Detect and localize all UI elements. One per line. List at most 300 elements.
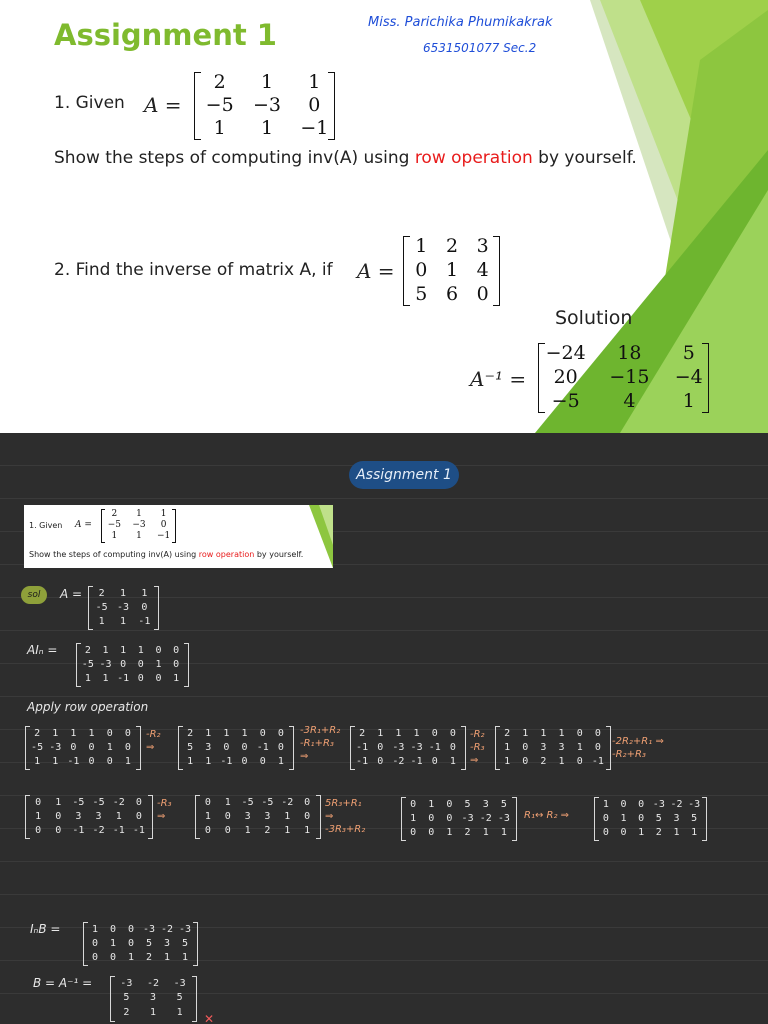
row-operation-line: -2R₂+R₁ ⇒	[612, 736, 664, 747]
step-7-matrix	[404, 797, 513, 839]
matrix-cell: 1	[241, 727, 248, 739]
matrix-cell: 1	[504, 755, 511, 767]
matrix-cell: 0	[109, 951, 117, 963]
matrix-cell: 5	[500, 798, 507, 810]
matrix-cell: -1	[112, 824, 125, 836]
matrix-cell: −3	[252, 93, 281, 116]
matrix-cell: 1	[137, 644, 144, 656]
matrix-cell: 0	[224, 824, 231, 836]
matrix-cell: 0	[35, 796, 42, 808]
matrix-cell: -3	[99, 658, 112, 670]
matrix-cell: 0	[241, 741, 248, 753]
matrix-cell: 4	[623, 390, 636, 412]
step-1-matrix-right-bracket	[136, 726, 141, 770]
matrix-cell: 0	[204, 796, 211, 808]
matrix-cell: -3	[178, 923, 192, 935]
matrix-cell: -1	[72, 824, 85, 836]
step-7-matrix-right-bracket	[512, 797, 517, 841]
matrix-cell: -1	[256, 741, 269, 753]
matrix-cell: -3	[116, 601, 130, 613]
solution-lhs: A⁻¹ =	[470, 367, 527, 391]
inb-matrix-right-bracket	[193, 922, 198, 966]
matrix-cell: 1	[213, 117, 226, 140]
matrix-cell: 0	[127, 923, 135, 935]
slide-title: Assignment 1	[54, 18, 277, 52]
q1-right-bracket	[328, 72, 335, 140]
step-3-matrix	[353, 726, 462, 768]
matrix-cell: 1	[277, 755, 284, 767]
matrix-cell: 0	[91, 937, 99, 949]
matrix-cell: -3	[120, 977, 133, 989]
matrix-cell: 5	[655, 812, 662, 824]
matrix-cell: 1	[558, 727, 565, 739]
matrix-cell: 0	[620, 826, 627, 838]
matrix-cell: 1	[304, 824, 311, 836]
matrix-cell: 1	[109, 937, 117, 949]
matrix-cell: 1	[160, 508, 167, 519]
matrix-cell: 0	[308, 93, 321, 116]
matrix-cell: 1	[540, 727, 547, 739]
a-matrix-right-bracket	[154, 586, 159, 630]
matrix-cell: 5	[145, 937, 153, 949]
matrix-cell: 5	[682, 342, 695, 364]
matrix-cell: 2	[655, 826, 662, 838]
inb-label: IₙB =	[30, 922, 61, 936]
row-operation-line: ⇒	[470, 755, 479, 766]
inb-matrix	[86, 922, 194, 964]
matrix-cell: 0	[415, 259, 428, 281]
mini-matrix	[102, 508, 176, 542]
matrix-cell: -3	[49, 741, 62, 753]
matrix-cell: 1	[34, 755, 41, 767]
matrix-cell: 0	[259, 727, 266, 739]
step-3-matrix-right-bracket	[461, 726, 466, 770]
row-operation-line: 5R₃+R₁	[325, 798, 362, 809]
matrix-cell: 5	[181, 937, 189, 949]
matrix-cell: 0	[135, 810, 142, 822]
matrix-cell: 0	[124, 727, 131, 739]
row-operation-label	[612, 735, 664, 761]
matrix-cell: 1	[106, 741, 113, 753]
matrix-cell: -3	[497, 812, 510, 824]
matrix-cell: 1	[620, 812, 627, 824]
matrix-cell: 2	[464, 826, 471, 838]
matrix-cell: 2	[264, 824, 271, 836]
matrix-cell: 0	[576, 755, 583, 767]
matrix-cell: 0	[638, 798, 645, 810]
q1-matrix	[196, 70, 338, 140]
matrix-cell: 0	[106, 727, 113, 739]
row-operation-label	[146, 728, 161, 754]
matrix-cell: 0	[88, 755, 95, 767]
matrix-cell: 0	[137, 658, 144, 670]
matrix-cell: 0	[428, 826, 435, 838]
matrix-cell: 0	[91, 951, 99, 963]
matrix-cell: 1	[155, 658, 162, 670]
step-2-matrix	[181, 726, 290, 768]
matrix-cell: 1	[52, 755, 59, 767]
pasted-question-image	[24, 505, 333, 568]
a-label: A =	[60, 587, 83, 601]
matrix-cell: 0	[127, 937, 135, 949]
matrix-cell: −1	[300, 117, 329, 140]
matrix-cell: 1	[449, 755, 456, 767]
matrix-cell: 1	[127, 951, 135, 963]
matrix-cell: 1	[504, 741, 511, 753]
row-operation-line: ⇒	[157, 811, 166, 822]
step-4-matrix	[498, 726, 607, 768]
matrix-cell: 1	[102, 644, 109, 656]
matrix-cell: −5	[205, 93, 234, 116]
matrix-cell: 0	[259, 755, 266, 767]
matrix-cell: 1	[576, 741, 583, 753]
mini-prefix: 1. Given	[29, 521, 63, 530]
matrix-cell: 3	[75, 810, 82, 822]
row-operation-line: ⇒	[325, 811, 334, 822]
matrix-cell: 1	[308, 70, 321, 93]
matrix-cell: 1	[88, 727, 95, 739]
row-operation-line: R₁↔ R₂ ⇒	[524, 810, 570, 821]
matrix-cell: 1	[187, 755, 194, 767]
matrix-cell: 1	[176, 1007, 183, 1019]
matrix-cell: 0	[137, 672, 144, 684]
matrix-cell: 0	[223, 741, 230, 753]
matrix-cell: 0	[377, 741, 384, 753]
row-operation-line: ⇒	[300, 751, 309, 762]
matrix-cell: 0	[638, 812, 645, 824]
row-operation-line: -R₃	[470, 742, 485, 753]
matrix-cell: 0	[141, 601, 148, 613]
matrix-cell: 18	[617, 342, 642, 364]
q2-text: 2. Find the inverse of matrix A, if	[54, 260, 333, 280]
solution-badge: sol	[21, 586, 47, 604]
matrix-cell: 2	[84, 644, 91, 656]
matrix-cell: 0	[160, 519, 167, 530]
matrix-cell: 0	[446, 812, 453, 824]
matrix-cell: -3	[461, 812, 474, 824]
matrix-cell: 1	[55, 796, 62, 808]
matrix-cell: 0	[173, 644, 180, 656]
row-operation-label	[325, 797, 365, 836]
matrix-cell: 0	[304, 810, 311, 822]
matrix-cell: 0	[576, 727, 583, 739]
step-1-matrix	[28, 726, 137, 768]
matrix-cell: 0	[155, 644, 162, 656]
matrix-cell: 1	[173, 672, 180, 684]
matrix-cell: 1	[35, 810, 42, 822]
matrix-cell: -5	[81, 658, 94, 670]
ai-label: AIₙ =	[27, 643, 58, 657]
matrix-cell: 1	[445, 259, 459, 281]
q1-prefix: 1. Given	[54, 93, 125, 113]
matrix-cell: −15	[609, 366, 650, 388]
matrix-cell: 0	[241, 755, 248, 767]
row-operation-line: -3R₁+R₂	[300, 725, 341, 736]
mini-right-bracket	[172, 509, 176, 543]
step-5-matrix	[28, 795, 149, 837]
matrix-cell: 1	[91, 923, 99, 935]
matrix-cell: 0	[410, 826, 417, 838]
matrix-cell: 1	[119, 587, 126, 599]
matrix-cell: 2	[213, 70, 226, 93]
matrix-cell: 1	[377, 727, 384, 739]
matrix-cell: -3	[173, 977, 186, 989]
matrix-cell: 1	[682, 390, 695, 412]
matrix-cell: 5	[691, 812, 698, 824]
q1-instruction-red: row operation	[414, 148, 533, 168]
matrix-cell: 2	[98, 587, 105, 599]
matrix-cell: -1	[220, 755, 233, 767]
matrix-cell: 1	[224, 796, 231, 808]
matrix-cell: 1	[260, 70, 274, 93]
matrix-cell: 0	[204, 824, 211, 836]
matrix-cell: -3	[652, 798, 665, 810]
matrix-cell: 0	[55, 824, 62, 836]
matrix-cell: 0	[155, 672, 162, 684]
matrix-cell: 5	[176, 992, 183, 1004]
mini-var-a: A =	[75, 520, 92, 530]
matrix-cell: 1	[244, 824, 251, 836]
assignment-slide	[0, 0, 768, 433]
a-matrix	[91, 586, 155, 628]
matrix-cell: 2	[540, 755, 547, 767]
matrix-cell: -3	[688, 798, 701, 810]
matrix-cell: −3	[132, 519, 146, 530]
matrix-cell: 0	[35, 824, 42, 836]
matrix-cell: -1	[117, 672, 130, 684]
matrix-cell: 1	[124, 755, 131, 767]
solution-label: Solution	[555, 307, 633, 329]
matrix-cell: 1	[84, 672, 91, 684]
matrix-cell: -3	[410, 741, 423, 753]
q2-matrix	[406, 234, 498, 306]
matrix-cell: 0	[602, 812, 609, 824]
matrix-cell: 5	[187, 741, 194, 753]
matrix-cell: 0	[106, 755, 113, 767]
matrix-cell: -1	[428, 741, 441, 753]
matrix-cell: 1	[181, 951, 189, 963]
b-matrix-right-bracket	[192, 976, 197, 1022]
matrix-cell: 1	[446, 826, 453, 838]
matrix-cell: -1	[591, 755, 604, 767]
matrix-cell: 1	[673, 826, 680, 838]
mini-instruction-red: row operation	[198, 550, 255, 559]
matrix-cell: 1	[482, 826, 489, 838]
matrix-cell: 1	[415, 235, 428, 257]
matrix-cell: 1	[141, 587, 148, 599]
mini-instruction-b: by yourself.	[254, 550, 304, 559]
b-matrix	[113, 976, 193, 1020]
matrix-cell: 0	[594, 741, 601, 753]
row-operation-label	[157, 797, 172, 823]
matrix-cell: -2	[392, 755, 405, 767]
matrix-cell: 2	[359, 727, 366, 739]
row-operation-line: -3R₃+R₂	[325, 824, 366, 835]
matrix-cell: -2	[479, 812, 492, 824]
matrix-cell: 0	[173, 658, 180, 670]
matrix-cell: 1	[284, 824, 291, 836]
matrix-cell: 3	[476, 235, 489, 257]
matrix-cell: 1	[410, 812, 417, 824]
q2-right-bracket	[493, 236, 500, 306]
matrix-cell: 0	[431, 727, 438, 739]
matrix-cell: 3	[95, 810, 102, 822]
matrix-cell: 1	[163, 951, 171, 963]
q2-var-a: A =	[357, 259, 395, 283]
row-operation-line: -R₂+R₃	[612, 749, 646, 760]
matrix-cell: 1	[638, 826, 645, 838]
matrix-cell: −1	[157, 531, 171, 542]
matrix-cell: 1	[558, 755, 565, 767]
step-6-matrix-right-bracket	[316, 795, 321, 839]
matrix-cell: 0	[224, 810, 231, 822]
matrix-cell: 1	[115, 810, 122, 822]
matrix-cell: 4	[476, 259, 489, 281]
matrix-cell: 20	[553, 366, 578, 388]
matrix-cell: 0	[431, 755, 438, 767]
matrix-cell: 3	[149, 992, 156, 1004]
matrix-cell: 1	[111, 531, 118, 542]
matrix-cell: 0	[55, 810, 62, 822]
end-mark: ✕	[204, 1012, 215, 1024]
step-6-matrix	[198, 795, 317, 837]
matrix-cell: 3	[205, 741, 212, 753]
row-operation-line: -R₂	[470, 729, 485, 740]
b-label: B = A⁻¹ =	[33, 976, 93, 990]
matrix-cell: 1	[284, 810, 291, 822]
matrix-cell: 3	[163, 937, 171, 949]
matrix-cell: 1	[500, 826, 507, 838]
matrix-cell: 0	[410, 798, 417, 810]
notes-heading-pill: Assignment 1	[349, 461, 459, 489]
matrix-cell: 2	[123, 1007, 130, 1019]
matrix-cell: -2	[112, 796, 125, 808]
matrix-cell: -1	[67, 755, 80, 767]
matrix-cell: -2	[146, 977, 160, 989]
matrix-cell: 0	[522, 755, 529, 767]
matrix-cell: 1	[119, 615, 126, 627]
matrix-cell: 0	[88, 741, 95, 753]
matrix-cell: 1	[98, 615, 105, 627]
matrix-cell: -5	[241, 796, 254, 808]
matrix-cell: 2	[34, 727, 41, 739]
matrix-cell: -2	[281, 796, 294, 808]
matrix-cell: -1	[356, 755, 369, 767]
matrix-cell: 5	[464, 798, 471, 810]
q1-instruction-b: by yourself.	[532, 148, 637, 168]
matrix-cell: −24	[545, 342, 586, 364]
matrix-cell: 0	[277, 741, 284, 753]
matrix-cell: 1	[428, 798, 435, 810]
solution-matrix	[536, 341, 714, 413]
matrix-cell: 2	[445, 235, 459, 257]
matrix-cell: 3	[264, 810, 271, 822]
q1-instruction	[54, 148, 637, 168]
row-operation-line: -R₂	[146, 729, 161, 740]
matrix-cell: 1	[120, 644, 127, 656]
matrix-cell: 1	[136, 531, 142, 542]
matrix-cell: 0	[377, 755, 384, 767]
matrix-cell: 0	[428, 812, 435, 824]
matrix-cell: 1	[691, 826, 698, 838]
ai-matrix-right-bracket	[184, 643, 189, 687]
matrix-cell: 1	[52, 727, 59, 739]
matrix-cell: 0	[277, 727, 284, 739]
matrix-cell: 5	[415, 283, 428, 305]
matrix-cell: 0	[602, 826, 609, 838]
row-operation-line: -R₃	[157, 798, 172, 809]
matrix-cell: -5	[31, 741, 44, 753]
matrix-cell: 2	[504, 727, 511, 739]
apply-text: Apply row operation	[27, 700, 149, 714]
matrix-cell: 1	[102, 672, 109, 684]
matrix-cell: -2	[160, 923, 174, 935]
matrix-cell: 1	[602, 798, 609, 810]
matrix-cell: 0	[522, 741, 529, 753]
matrix-cell: 0	[124, 741, 131, 753]
author-id-section: 6531501077 Sec.2	[423, 41, 537, 55]
matrix-cell: 0	[476, 283, 489, 305]
matrix-cell: −4	[674, 366, 703, 388]
matrix-cell: 3	[244, 810, 251, 822]
matrix-cell: 0	[449, 741, 456, 753]
matrix-cell: 0	[446, 798, 453, 810]
matrix-cell: 2	[187, 727, 194, 739]
matrix-cell: 1	[136, 508, 142, 519]
ai-matrix	[79, 643, 185, 685]
matrix-cell: 1	[522, 727, 529, 739]
matrix-cell: -1	[138, 615, 151, 627]
matrix-cell: -1	[132, 824, 145, 836]
matrix-cell: -5	[95, 601, 108, 613]
step-2-matrix-right-bracket	[289, 726, 294, 770]
matrix-cell: 5	[123, 992, 130, 1004]
matrix-cell: 0	[70, 741, 77, 753]
matrix-cell: 1	[260, 117, 274, 140]
matrix-cell: 3	[558, 741, 565, 753]
q1-var-a: A =	[144, 93, 182, 117]
matrix-cell: -5	[72, 796, 85, 808]
step-8-matrix	[597, 797, 703, 839]
matrix-cell: −5	[551, 390, 580, 412]
matrix-cell: 0	[594, 727, 601, 739]
matrix-cell: 0	[449, 727, 456, 739]
matrix-cell: 3	[482, 798, 489, 810]
matrix-cell: -3	[142, 923, 156, 935]
matrix-cell: -1	[356, 741, 369, 753]
matrix-cell: 1	[223, 727, 230, 739]
matrix-cell: 6	[445, 283, 459, 305]
row-operation-label	[470, 728, 485, 767]
matrix-cell: -5	[92, 796, 105, 808]
matrix-cell: 0	[304, 796, 311, 808]
matrix-cell: -3	[392, 741, 405, 753]
solution-right-bracket	[702, 343, 709, 413]
matrix-cell: -5	[261, 796, 274, 808]
matrix-cell: 1	[204, 810, 211, 822]
author-name: Miss. Parichika Phumikakrak	[368, 15, 553, 30]
step-4-matrix-right-bracket	[606, 726, 611, 770]
matrix-cell: 1	[413, 727, 420, 739]
matrix-cell: 1	[205, 755, 212, 767]
row-operation-label	[524, 809, 569, 822]
q1-instruction-a: Show the steps of computing inv(A) using	[54, 148, 415, 168]
matrix-cell: 1	[205, 727, 212, 739]
matrix-cell: 0	[135, 796, 142, 808]
step-8-matrix-right-bracket	[702, 797, 707, 841]
matrix-cell: 1	[149, 1007, 156, 1019]
matrix-cell: 1	[395, 727, 402, 739]
